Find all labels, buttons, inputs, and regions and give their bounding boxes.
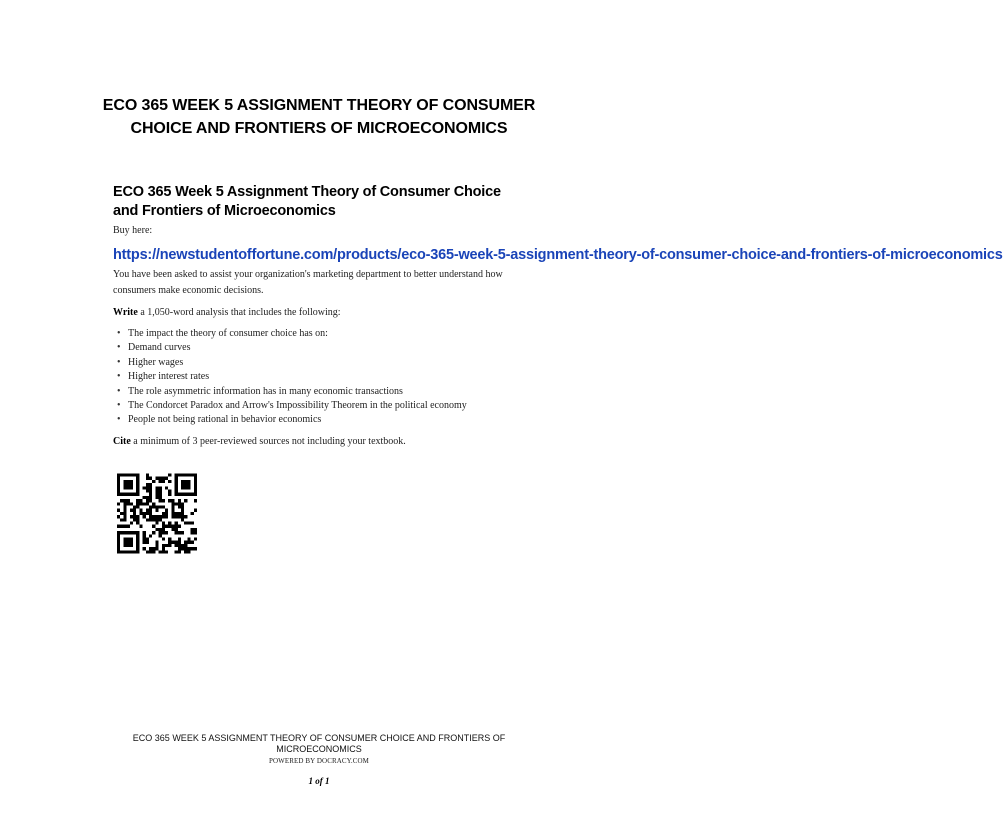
write-label: Write	[113, 307, 138, 318]
document-title: ECO 365 WEEK 5 ASSIGNMENT THEORY OF CONSUMER CHOICE AND FRONTIERS OF MICROECONOMICS	[102, 97, 536, 137]
intro-paragraph: You have been asked to assist your organization's marketing department to better understand how consumers make economic decisions.	[113, 269, 503, 296]
footer-title: ECO 365 WEEK 5 ASSIGNMENT THEORY OF CONSUMER CHOICE AND FRONTIERS OF MICROECONOMICS	[132, 733, 506, 754]
write-text: a 1,050-word analysis that includes the following:	[137, 307, 341, 318]
list-item: • The impact the theory of consumer choice has on:	[128, 327, 525, 341]
list-item: • Higher interest rates	[128, 370, 525, 384]
document-body	[113, 183, 1003, 450]
list-item: • People not being rational in behavior economics	[128, 413, 525, 427]
cite-text: a minimum of 3 peer-reviewed sources not including your textbook.	[130, 435, 406, 447]
write-instruction	[113, 305, 525, 321]
cite-instruction	[113, 434, 525, 450]
buy-here-label: Buy here:	[113, 225, 153, 236]
product-link[interactable]: https://newstudentoffortune.com/products/eco-365-week-5-assignment-theory-of-consumer-choice-and-frontiers-of-microeconomics	[113, 247, 1003, 263]
requirements-list	[113, 327, 525, 428]
list-item: • Demand curves	[128, 341, 525, 355]
page-footer	[110, 733, 528, 787]
cite-label: Cite	[113, 435, 131, 447]
list-item: • The Condorcet Paradox and Arrow's Impossibility Theorem in the political economy	[128, 399, 525, 413]
list-item: • Higher wages	[128, 356, 525, 370]
powered-by: POWERED BY DOCRACY.COM	[268, 757, 370, 765]
qr-code-icon	[117, 471, 197, 556]
page-number: 1 of 1	[308, 776, 330, 786]
assignment-heading: ECO 365 Week 5 Assignment Theory of Consumer Choice and Frontiers of Microeconomics	[113, 184, 501, 219]
list-item: • The role asymmetric information has in many economic transactions	[128, 385, 525, 399]
